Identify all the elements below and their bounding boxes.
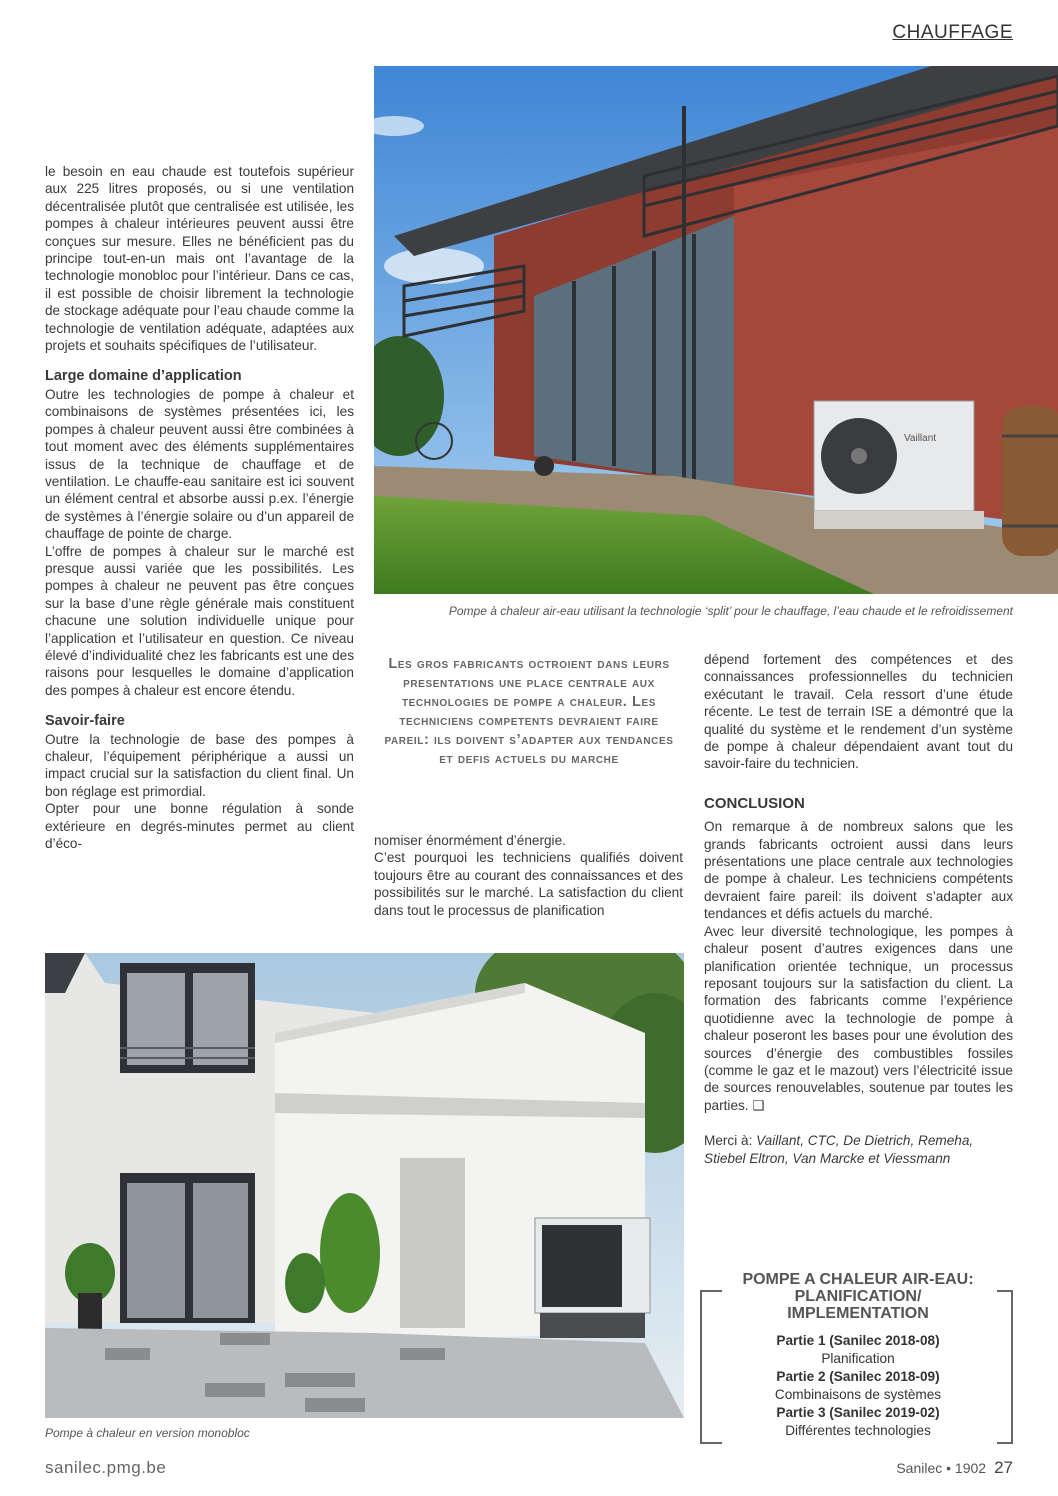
paragraph [704, 923, 1013, 1114]
column-right [704, 651, 1013, 1167]
house-illustration [45, 953, 684, 1418]
series-part-2: Partie 2 (Sanilec 2018-09) [776, 1369, 940, 1384]
pull-quote: Les gros fabricants octroient dans leurs presentations une place centrale aux technologies de pompe a chaleur. Les techniciens competents devraient faire pareil: ils doivent s’adapter aux tendances et defis actuels du marche [384, 656, 674, 767]
paragraph-text: Avec leur diversité technologique, les pompes à chaleur posent d’autres exigences dans une planification orientée technique, un processus reposant toujours sur la satisfaction du client. La formation des fabricants comme l’expérience quotidienne avec la technologie de pompe à chaleur poseront les bases pour une évolution des sources d’énergie des combustibles fossiles (comme le gaz et le mazout) vers l’électricité issue de sources renouvelables, soutenue par toutes les parties. [704, 923, 1013, 1113]
footer-issue [896, 1458, 1013, 1478]
series-part-1-desc: Planification [821, 1351, 895, 1366]
series-part-3-desc: Différentes technologies [785, 1423, 931, 1438]
paragraph: Outre la technologie de base des pompes à chaleur, l’équipement périphérique a aussi un impact crucial sur la satisfaction du client final. Un bon réglage est primordial. [45, 731, 354, 799]
paragraph: Outre les technologies de pompe à chaleur et combinaisons de systèmes présentées ici, les pompes à chaleur peuvent aussi être combinées à tout moment avec des éléments supplémentaires issus de la technique de chauffage et de ventilation. Le chauffe-eau sanitaire est ici souvent un élément central et absorbe aussi p.ex. l’énergie de systèmes à l’énergie solaire ou d’un appareil de chauffage de pointe de charge. [45, 386, 354, 542]
paragraph: dépend fortement des compétences et des connaissances professionnelles du technicien exécutant le travail. Cela ressort d’une étude récente. Le test de terrain ISE a démontré que la qualité du système et le rendement d’un système de pompe à chaleur dépendaient avant tout du savoir-faire du technicien. [704, 652, 1013, 772]
thanks-names: Vaillant, CTC, De Dietrich, Remeha, Stiebel Eltron, Van Marcke et Viessmann [704, 1133, 974, 1166]
right-bracket [997, 1290, 1013, 1444]
photo-bottom-caption: Pompe à chaleur en version monobloc [45, 1426, 250, 1440]
series-title-line3: IMPLEMENTATION [787, 1305, 929, 1322]
paragraph: le besoin en eau chaude est toutefois supérieur aux 225 litres proposés, ou si une ventilation décentralisée plutôt que centralisée est utilisée, les pompes à chaleur intérieures peuvent aussi être conçues sur mesure. Elles ne bénéficient pas du principe tout-en-un mais ont l’avantage de la technologie monobloc pour l’intérieur. Dans ce cas, il est possible de choisir librement la technologie de stockage adéquate pour l’eau chaude comme la technologie de ventilation adéquate, adaptées aux projets et souhaits spécifiques de l’utilisateur. [45, 164, 354, 354]
conclusion-heading: CONCLUSION [704, 794, 805, 812]
paragraph: nomiser énormément d’énergie. [374, 833, 566, 848]
series-title-line2: PLANIFICATION/ [794, 1288, 922, 1305]
column-middle [374, 832, 683, 919]
left-bracket [700, 1290, 722, 1444]
photo-top-caption: Pompe à chaleur air-eau utilisant la technologie ‘split’ pour le chauffage, l’eau chaude et le refroidissement [448, 604, 1013, 618]
series-part-2-desc: Combinaisons de systèmes [774, 1387, 942, 1402]
photo-house-split-heatpump [374, 66, 1058, 594]
series-part-1: Partie 1 (Sanilec 2018-08) [776, 1333, 940, 1348]
end-mark-icon: ❑ [752, 1097, 765, 1113]
series-title-line1: POMPE A CHALEUR AIR-EAU: [742, 1271, 974, 1288]
series-box [724, 1271, 992, 1440]
footer-url[interactable]: sanilec.pmg.be [45, 1458, 167, 1477]
paragraph: On remarque à de nombreux salons que les grands fabricants octroient aussi dans leurs présentations une place centrale aux technologies de pompe à chaleur. Les techniciens compétents devraient faire pareil: ils doivent s’adapter aux tendances et défis actuels du marché. [704, 819, 1013, 922]
vaillant-logo: Vaillant [904, 433, 937, 444]
paragraph: C’est pourquoi les techniciens qualifiés doivent toujours être au courant des connaissances et des possibilités sur le marché. La satisfaction du client dans tout le processus de planification [374, 850, 683, 918]
subheading-savoir-faire: Savoir-faire [45, 713, 125, 730]
section-label: CHAUFFAGE [892, 22, 1013, 43]
subheading-domaine: Large domaine d’application [45, 368, 242, 385]
issue-label: Sanilec • 1902 [896, 1460, 987, 1476]
page-number: 27 [994, 1458, 1013, 1477]
series-part-3: Partie 3 (Sanilec 2019-02) [776, 1405, 940, 1420]
paragraph: Opter pour une bonne régulation à sonde extérieure en degrés-minutes permet au client d’éco- [45, 801, 354, 852]
thanks-prefix: Merci à: [704, 1133, 757, 1149]
paragraph: L’offre de pompes à chaleur sur le marché est presque aussi variée que les possibilités. Les pompes à chaleur ne peuvent pas être conçues sur la base d’une règle générale mais constituent chacune une solution individuelle unique pour l’application et l’utilisateur en question. Ce niveau élevé d’individualité chez les fabricants est une des raisons pour lesquelles le domaine d’application des pompes à chaleur est encore étendu. [45, 543, 354, 698]
photo-house-monobloc [45, 953, 684, 1418]
house-illustration [374, 66, 1058, 594]
acknowledgements [704, 1132, 1013, 1167]
column-left [45, 163, 354, 852]
